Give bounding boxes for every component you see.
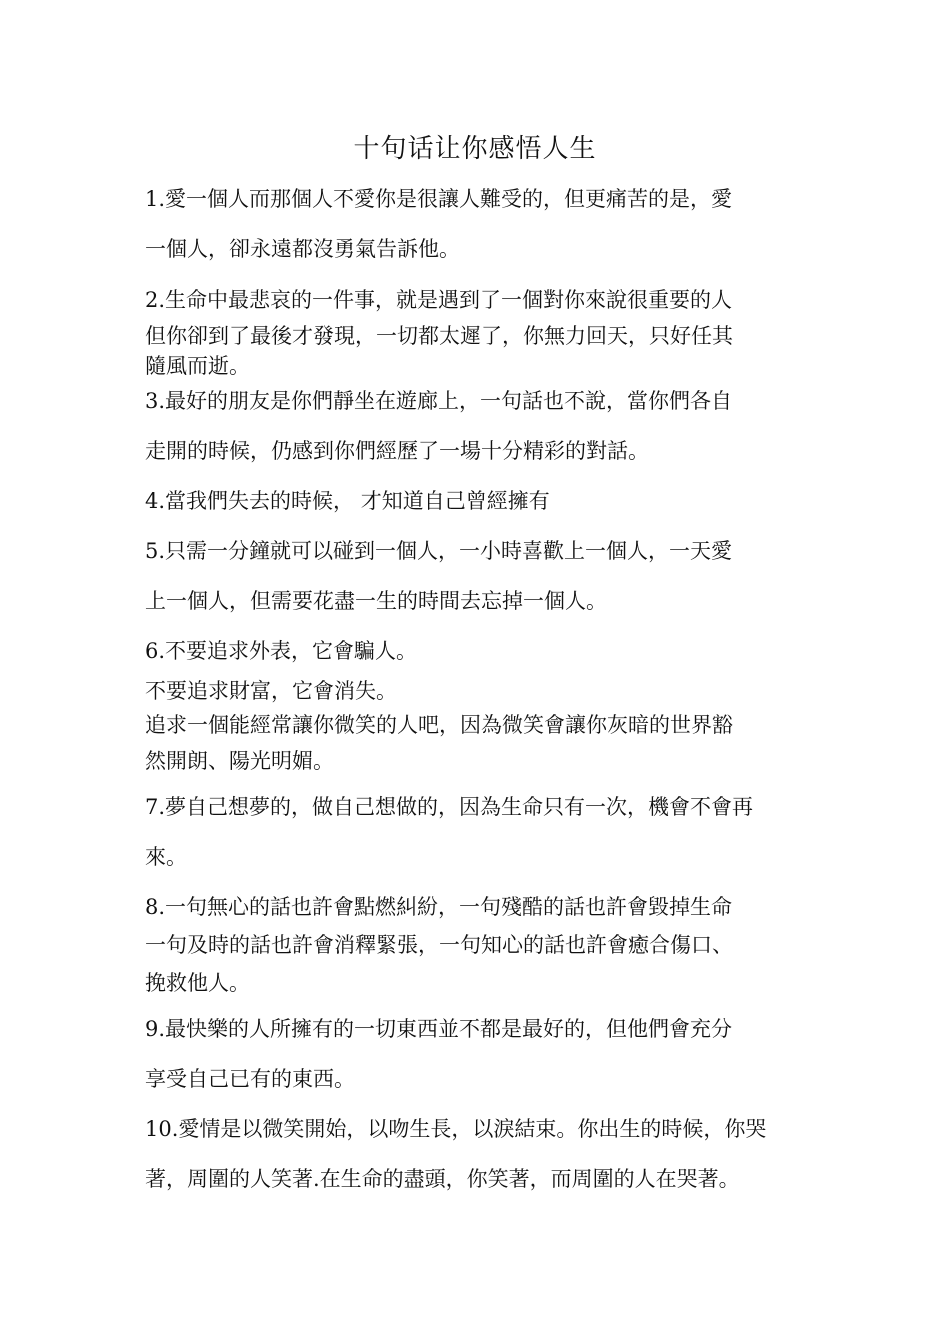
paragraph-line: 1.愛一個人而那個人不愛你是很讓人難受的，但更痛苦的是，愛: [145, 187, 733, 211]
paragraph-1: [145, 183, 809, 283]
paragraph-line: 6.不要追求外表，它會騙人。: [145, 639, 418, 663]
paragraph-4: [145, 485, 809, 535]
document-title: 十句话让你感悟人生: [353, 134, 597, 164]
paragraph-line: 7.夢自己想夢的，做自己想做的，因為生命只有一次，機會不會再: [145, 795, 754, 819]
paragraph-line: 2.生命中最悲哀的一件事，就是遇到了一個對你來說很重要的人: [145, 288, 733, 312]
paragraph-line: 挽救他人。: [145, 971, 250, 995]
paragraph-line: 8.一句無心的話也許會點燃糾紛，一句殘酷的話也許會毀掉生命: [145, 895, 733, 919]
paragraph-5: [145, 535, 809, 635]
paragraph-7: [145, 791, 809, 891]
paragraph-line: 走開的時候，仍感到你們經歷了一場十分精彩的對話。: [145, 439, 649, 463]
paragraph-line: 隨風而逝。: [145, 354, 250, 378]
paragraph-line: 著，周圍的人笑著.在生命的盡頭，你笑著，而周圍的人在哭著。: [145, 1167, 740, 1191]
paragraph-line: 一句及時的話也許會消釋緊張，一句知心的話也許會癒合傷口、: [145, 933, 733, 957]
paragraph-10: [145, 1113, 809, 1213]
document-body: [145, 183, 809, 1213]
paragraph-line: 4.當我們失去的時候， 才知道自己曾經擁有: [145, 489, 550, 513]
paragraph-line: 9.最快樂的人所擁有的一切東西並不都是最好的，但他們會充分: [145, 1017, 733, 1041]
paragraph-line: 一個人，卻永遠都沒勇氣告訴他。: [145, 237, 460, 261]
paragraph-6: [145, 635, 809, 791]
paragraph-line: 不要追求財富，它會消失。: [145, 679, 397, 703]
paragraph-2: [145, 285, 809, 379]
paragraph-3: [145, 385, 809, 485]
paragraph-line: 然開朗、陽光明媚。: [145, 749, 334, 773]
paragraph-line: 上一個人，但需要花盡一生的時間去忘掉一個人。: [145, 589, 607, 613]
paragraph-8: [145, 891, 809, 1013]
paragraph-line: 3.最好的朋友是你們靜坐在遊廊上，一句話也不說，當你們各自: [145, 389, 733, 413]
paragraph-line: 追求一個能經常讓你微笑的人吧，因為微笑會讓你灰暗的世界豁: [145, 713, 733, 737]
paragraph-9: [145, 1013, 809, 1113]
paragraph-line: 10.愛情是以微笑開始，以吻生長，以淚結束。你出生的時候，你哭: [145, 1117, 767, 1141]
paragraph-line: 來。: [145, 845, 187, 869]
paragraph-line: 5.只需一分鐘就可以碰到一個人，一小時喜歡上一個人，一天愛: [145, 539, 733, 563]
paragraph-line: 享受自己已有的東西。: [145, 1067, 355, 1091]
paragraph-line: 但你卻到了最後才發現，一切都太遲了，你無力回天，只好任其: [145, 324, 733, 348]
